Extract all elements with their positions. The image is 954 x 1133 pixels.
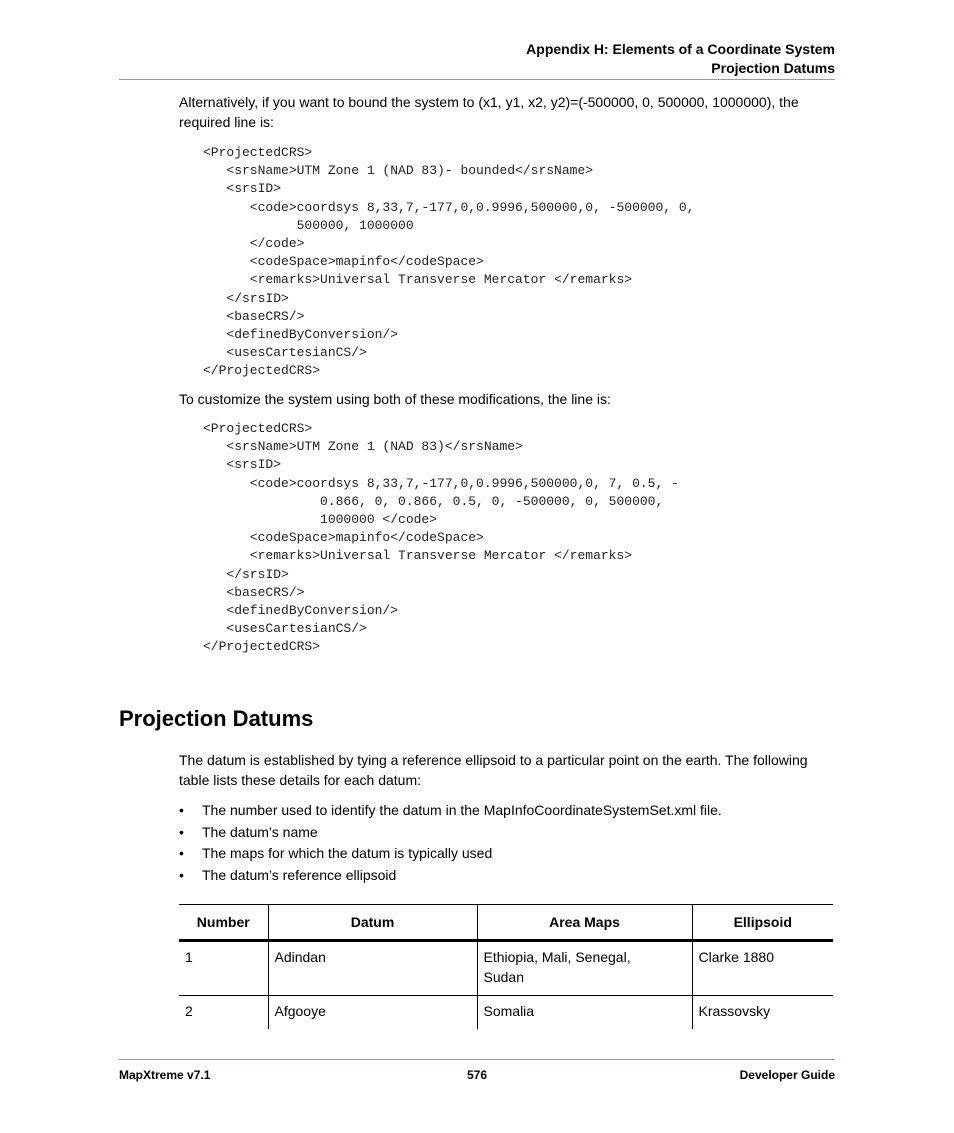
code-line: <srsName>UTM Zone 1 (NAD 83)</srsName> (203, 439, 523, 455)
code-line: <baseCRS/> (203, 584, 305, 600)
datum-table (179, 904, 833, 1029)
code-line: <definedByConversion/> (203, 602, 399, 618)
code-line: <codeSpace>mapinfo</codeSpace> (203, 254, 484, 270)
section-intro-paragraph: The datum is established by tying a reference ellipsoid to a particular point on the earth. The following table lists these details for each datum: (179, 752, 808, 788)
running-header (119, 40, 835, 78)
code-line: <code>coordsys 8,33,7,-177,0,0.9996,500000,0, -500000, 0, (203, 199, 695, 215)
code-line: 500000, 1000000 (203, 217, 414, 233)
code-line: <codeSpace>mapinfo</codeSpace> (203, 530, 484, 546)
table-row (179, 996, 833, 1030)
column-header-number: Number (179, 905, 268, 941)
column-header-ellipsoid: Ellipsoid (692, 905, 833, 941)
column-header-area-maps: Area Maps (477, 905, 692, 941)
code-line: </srsID> (203, 290, 289, 306)
code-block-bounded (203, 144, 694, 380)
list-item-text: The datum’s reference ellipsoid (202, 866, 397, 883)
code-line: <usesCartesianCS/> (203, 345, 367, 361)
code-line: <definedByConversion/> (203, 326, 399, 342)
code-block-both (203, 420, 679, 656)
code-line: <srsID> (203, 181, 282, 197)
code-line: <usesCartesianCS/> (203, 621, 367, 637)
code-line: </code> (203, 235, 305, 251)
details-bullet-list (179, 800, 829, 886)
bullet-icon: • (179, 845, 184, 861)
cell-ellipsoid: Krassovsky (692, 996, 833, 1030)
code-line: <srsName>UTM Zone 1 (NAD 83)- bounded</srsName> (203, 163, 594, 179)
column-header-datum: Datum (268, 905, 477, 941)
code-line: <ProjectedCRS> (203, 421, 313, 436)
code-line: <ProjectedCRS> (203, 145, 313, 160)
header-chapter: Appendix H: Elements of a Coordinate System (526, 41, 835, 57)
header-rule (119, 79, 835, 80)
code-line: <srsID> (203, 457, 282, 473)
table-row (179, 941, 833, 996)
list-item (179, 800, 829, 822)
cell-area-maps: Somalia (477, 996, 692, 1030)
code-line: </ProjectedCRS> (203, 639, 321, 655)
footer-product: MapXtreme v7.1 (119, 1068, 211, 1082)
footer-guide-title: Developer Guide (739, 1068, 835, 1082)
cell-area-maps: Ethiopia, Mali, Senegal, Sudan (477, 941, 692, 996)
code-line: <code>coordsys 8,33,7,-177,0,0.9996,500000,0, 7, 0.5, - (203, 475, 679, 491)
cell-datum: Adindan (268, 941, 477, 996)
intro-bounded-paragraph: Alternatively, if you want to bound the system to (x1, y1, x2, y2)=(-500000, 0, 500000, 1000000), the required line is: (179, 94, 799, 130)
bullet-icon: • (179, 823, 184, 840)
code-line: </srsID> (203, 566, 289, 582)
code-line: <remarks>Universal Transverse Mercator </remarks> (203, 548, 633, 564)
list-item-text: The datum’s name (202, 823, 318, 840)
code-line: </ProjectedCRS> (203, 363, 321, 379)
cell-datum: Afgooye (268, 996, 477, 1030)
footer-rule (119, 1059, 835, 1060)
code-line: 1000000 </code> (203, 511, 438, 527)
cell-number: 1 (179, 941, 268, 996)
list-item (179, 865, 829, 887)
header-section: Projection Datums (711, 60, 835, 76)
list-item (179, 843, 829, 865)
section-heading: Projection Datums (119, 706, 314, 731)
list-item (179, 822, 829, 844)
intro-both-paragraph: To customize the system using both of these modifications, the line is: (179, 391, 611, 407)
code-line: <remarks>Universal Transverse Mercator </remarks> (203, 272, 633, 288)
bullet-icon: • (179, 802, 184, 818)
list-item-text: The maps for which the datum is typically used (202, 845, 493, 861)
code-line: 0.866, 0, 0.866, 0.5, 0, -500000, 0, 500000, (203, 493, 664, 509)
list-item-text: The number used to identify the datum in the MapInfoCoordinateSystemSet.xml file. (202, 802, 722, 818)
page-number: 576 (466, 1068, 488, 1082)
cell-ellipsoid: Clarke 1880 (692, 941, 833, 996)
bullet-icon: • (179, 866, 184, 883)
table-header-row (179, 905, 833, 941)
code-line: <baseCRS/> (203, 308, 305, 324)
cell-number: 2 (185, 1003, 193, 1019)
